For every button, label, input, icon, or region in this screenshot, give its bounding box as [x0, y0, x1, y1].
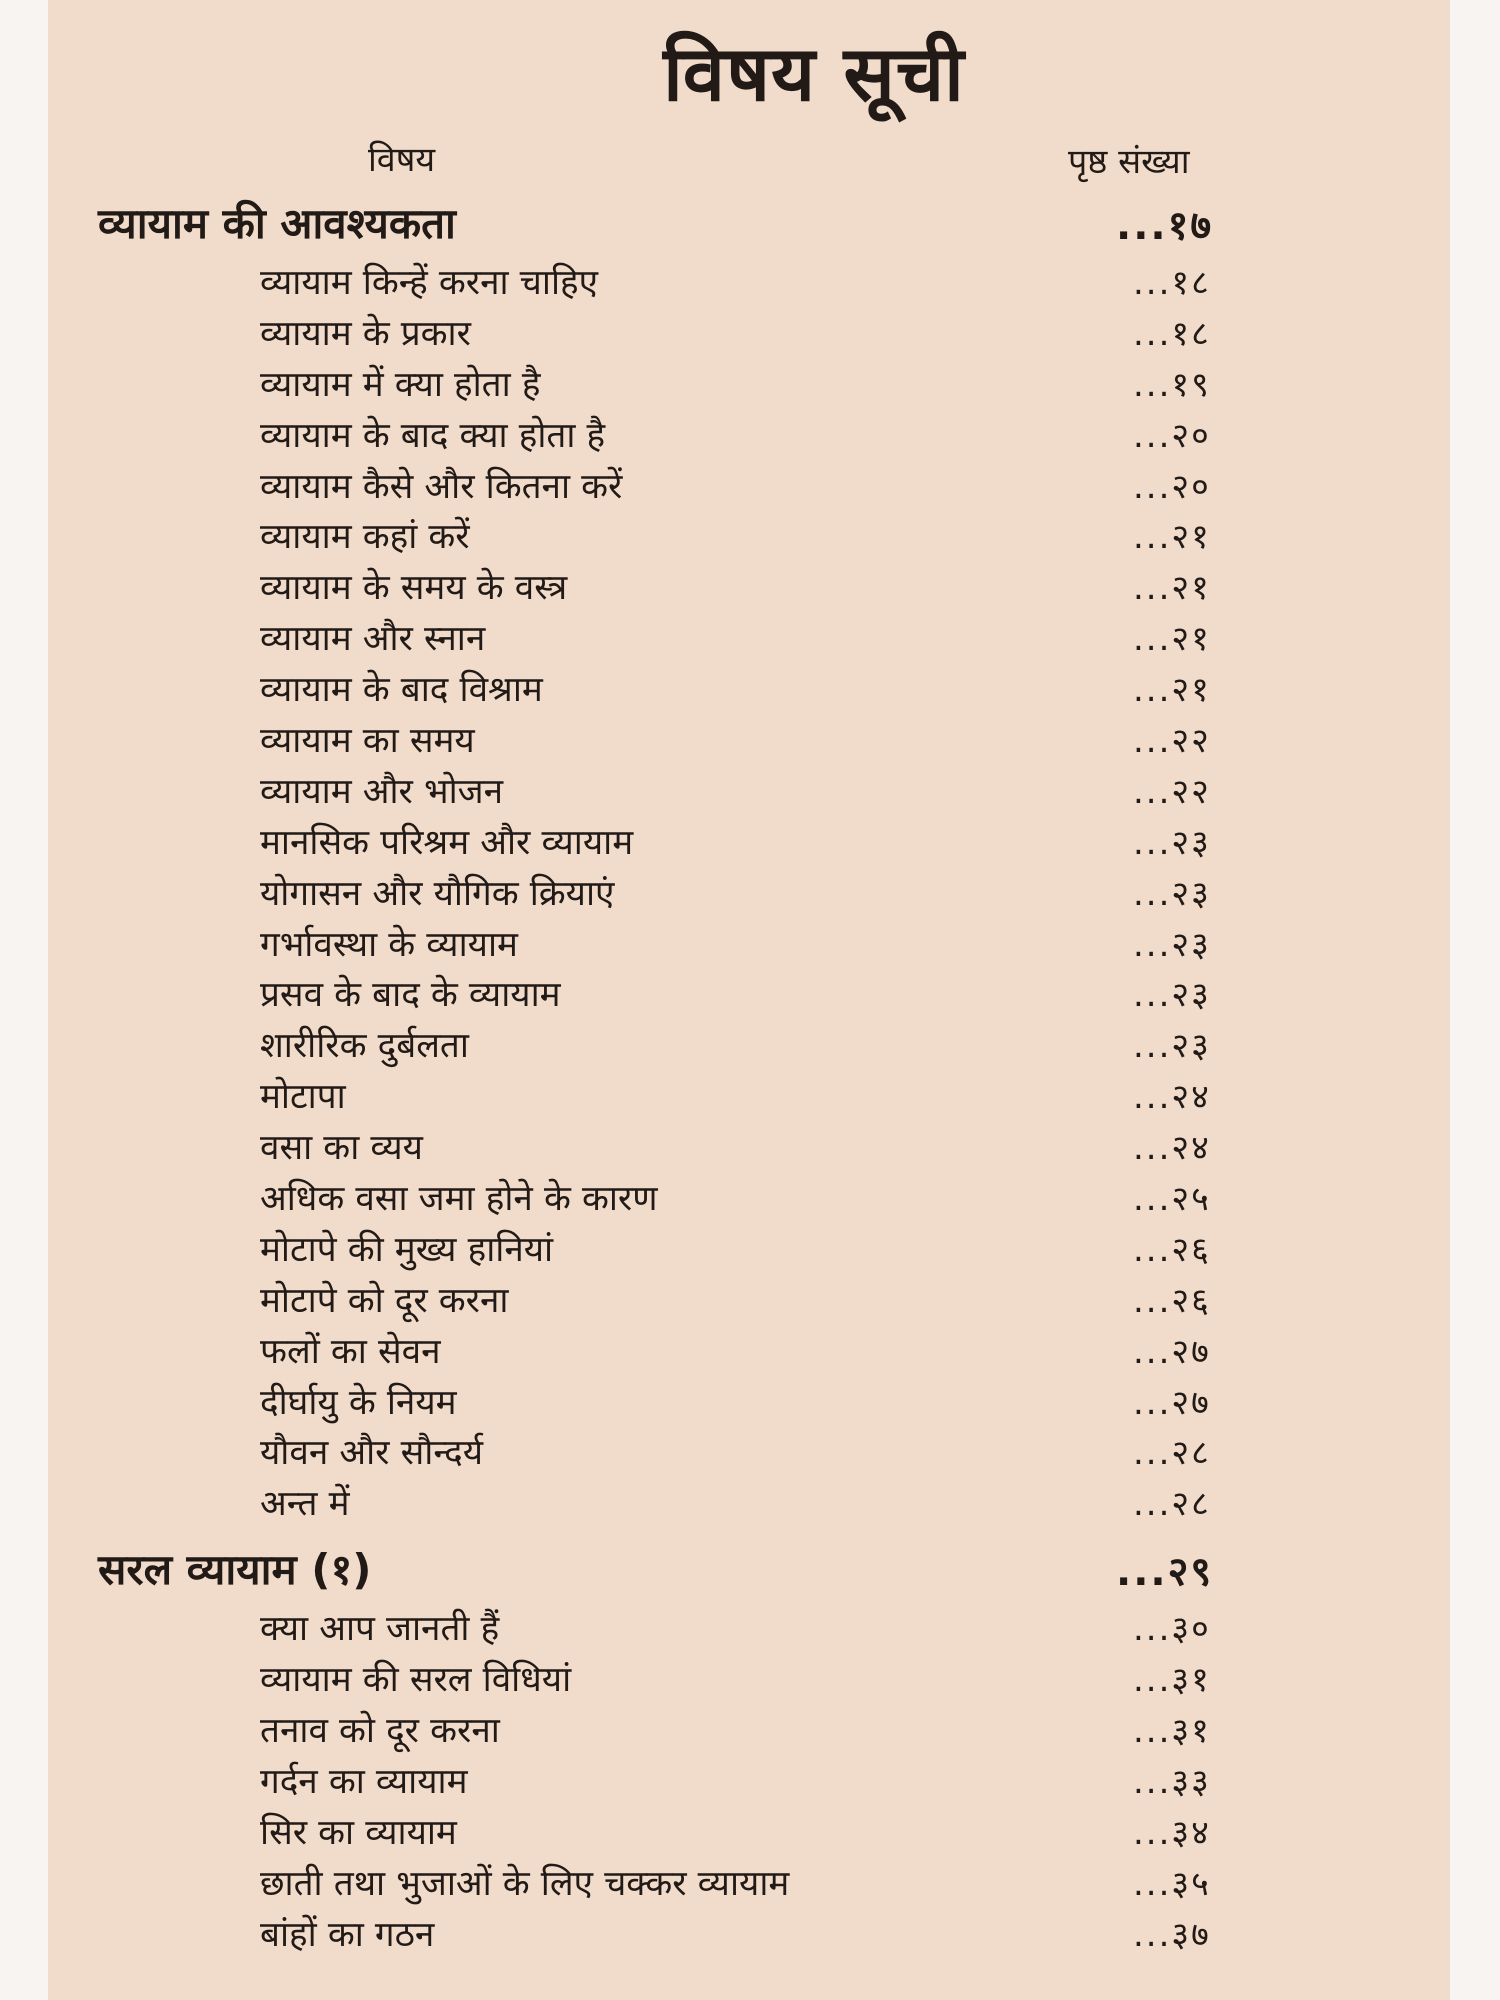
- toc-entry: [48, 563, 1450, 614]
- toc-entry: [48, 1706, 1450, 1757]
- toc-entry: [48, 665, 1450, 716]
- toc-entry-label: फलों का सेवन: [260, 1331, 441, 1372]
- toc-entry: [48, 1378, 1450, 1429]
- toc-entry-page: ...२२: [1133, 771, 1211, 812]
- toc-entry: [48, 1327, 1450, 1378]
- toc-entry: [48, 920, 1450, 971]
- toc-entry-page: ...२८: [1133, 1484, 1211, 1525]
- toc-entry-label: यौवन और सौन्दर्य: [260, 1433, 484, 1474]
- column-header-page-number: पृष्ठ संख्या: [1068, 142, 1190, 182]
- toc-entry: [48, 309, 1450, 360]
- toc-section-page: ...१७: [1116, 203, 1214, 249]
- toc-entry-page: ...२७: [1133, 1382, 1211, 1423]
- toc-entry-page: ...२२: [1133, 721, 1211, 762]
- column-header-subject: विषय: [368, 140, 436, 180]
- toc-entry: [48, 1479, 1450, 1530]
- toc-entry-label: क्या आप जानती हैं: [260, 1609, 500, 1650]
- toc-entry: [48, 970, 1450, 1021]
- toc-entry-label: वसा का व्यय: [260, 1128, 423, 1169]
- toc-entry-page: ...२६: [1133, 1280, 1211, 1321]
- toc-entry-label: गर्दन का व्यायाम: [260, 1761, 468, 1802]
- toc-entry-label: व्यायाम कैसे और कितना करें: [260, 466, 623, 507]
- toc-entry-page: ...२४: [1133, 1128, 1211, 1169]
- toc-entry-label: व्यायाम के बाद क्या होता है: [260, 415, 606, 456]
- toc-entry-page: ...३१: [1133, 1711, 1211, 1752]
- toc-entry-page: ...२५: [1133, 1179, 1211, 1220]
- toc-entry-page: ...२४: [1133, 1077, 1211, 1118]
- toc-entry-page: ...२६: [1133, 1229, 1211, 1270]
- table-of-contents: [48, 190, 1450, 1961]
- toc-entry: [48, 818, 1450, 869]
- toc-entry-label: व्यायाम के बाद विश्राम: [260, 670, 543, 711]
- toc-entry: [48, 1910, 1450, 1961]
- toc-entry-label: गर्भावस्था के व्यायाम: [260, 924, 518, 965]
- toc-entry-page: ...२३: [1133, 924, 1211, 965]
- toc-entry-label: व्यायाम में क्या होता है: [260, 364, 541, 405]
- toc-entry-label: अन्त में: [260, 1484, 350, 1525]
- toc-entry-page: ...२०: [1133, 415, 1211, 456]
- toc-entry-label: व्यायाम और भोजन: [260, 771, 504, 812]
- toc-entry-label: व्यायाम के प्रकार: [260, 313, 471, 354]
- toc-entry: [48, 258, 1450, 309]
- toc-entry-page: ...३१: [1133, 1660, 1211, 1701]
- toc-entry-page: ...२०: [1133, 466, 1211, 507]
- toc-entry-label: योगासन और यौगिक क्रियाएं: [260, 873, 615, 914]
- toc-entry-page: ...१८: [1133, 263, 1211, 303]
- toc-entry: [48, 1604, 1450, 1655]
- page-title: विषय सूची: [663, 29, 965, 118]
- toc-entry-page: ...२१: [1133, 517, 1211, 558]
- toc-entry-label: व्यायाम के समय के वस्त्र: [260, 568, 568, 609]
- toc-entry-label: प्रसव के बाद के व्यायाम: [260, 975, 561, 1016]
- toc-entry-label: दीर्घायु के नियम: [260, 1382, 457, 1423]
- toc-section-heading: [48, 190, 1450, 258]
- toc-entry-label: व्यायाम कहां करें: [260, 517, 470, 558]
- toc-entry: [48, 1859, 1450, 1910]
- toc-section-label: सरल व्यायाम (१): [98, 1545, 372, 1595]
- toc-entry: [48, 1276, 1450, 1327]
- toc-entry-label: व्यायाम की सरल विधियां: [260, 1660, 572, 1701]
- toc-entry-label: बांहों का गठन: [260, 1914, 435, 1955]
- toc-entry: [48, 360, 1450, 411]
- toc-entry-label: मानसिक परिश्रम और व्यायाम: [260, 822, 634, 863]
- toc-entry-page: ...२३: [1133, 873, 1211, 914]
- toc-section-page: ...२९: [1116, 1549, 1214, 1596]
- toc-entry-label: मोटापा: [260, 1077, 346, 1118]
- toc-entry-label: शारीरिक दुर्बलता: [260, 1026, 469, 1067]
- toc-entry-label: व्यायाम का समय: [260, 721, 475, 762]
- toc-entry-page: ...२१: [1133, 670, 1211, 711]
- toc-entry-label: छाती तथा भुजाओं के लिए चक्कर व्यायाम: [260, 1863, 790, 1904]
- toc-section-label: व्यायाम की आवश्यकता: [98, 199, 456, 248]
- toc-entry-page: ...३०: [1133, 1609, 1211, 1650]
- toc-entry: [48, 411, 1450, 462]
- toc-entry: [48, 462, 1450, 513]
- toc-entry-page: ...३७: [1133, 1914, 1211, 1955]
- toc-entry-label: मोटापे की मुख्य हानियां: [260, 1229, 554, 1270]
- toc-entry: [48, 1072, 1450, 1123]
- toc-entry-label: तनाव को दूर करना: [260, 1711, 500, 1752]
- toc-entry: [48, 1808, 1450, 1859]
- toc-entry-page: ...२३: [1133, 1026, 1211, 1067]
- toc-entry-page: ...३५: [1133, 1863, 1211, 1904]
- toc-entry: [48, 767, 1450, 818]
- toc-section-heading: [48, 1536, 1450, 1604]
- toc-entry-page: ...२१: [1133, 619, 1211, 660]
- book-page: [48, 0, 1450, 2000]
- toc-entry: [48, 1123, 1450, 1174]
- toc-entry: [48, 869, 1450, 920]
- toc-entry-label: सिर का व्यायाम: [260, 1812, 457, 1853]
- toc-entry: [48, 512, 1450, 563]
- toc-entry-page: ...२८: [1133, 1433, 1211, 1474]
- toc-entry: [48, 1757, 1450, 1808]
- toc-entry: [48, 716, 1450, 767]
- toc-entry-label: व्यायाम किन्हें करना चाहिए: [260, 263, 598, 303]
- toc-entry-page: ...२७: [1133, 1331, 1211, 1372]
- toc-entry-page: ...३४: [1133, 1812, 1211, 1853]
- toc-entry: [48, 1174, 1450, 1225]
- toc-entry: [48, 1428, 1450, 1479]
- toc-entry-page: ...३३: [1133, 1761, 1211, 1802]
- scan-margin-left: [0, 0, 48, 2000]
- toc-entry-label: अधिक वसा जमा होने के कारण: [260, 1179, 658, 1220]
- toc-entry: [48, 1021, 1450, 1072]
- toc-entry-page: ...२३: [1133, 975, 1211, 1016]
- toc-entry: [48, 614, 1450, 665]
- toc-entry-page: ...१८: [1133, 313, 1211, 354]
- toc-entry-label: व्यायाम और स्नान: [260, 619, 486, 660]
- toc-entry-label: मोटापे को दूर करना: [260, 1280, 509, 1321]
- toc-entry-page: ...२१: [1133, 568, 1211, 609]
- toc-entry: [48, 1225, 1450, 1276]
- scan-margin-right: [1450, 0, 1500, 2000]
- toc-entry-page: ...१९: [1133, 364, 1211, 405]
- toc-entry-page: ...२३: [1133, 822, 1211, 863]
- toc-entry: [48, 1655, 1450, 1706]
